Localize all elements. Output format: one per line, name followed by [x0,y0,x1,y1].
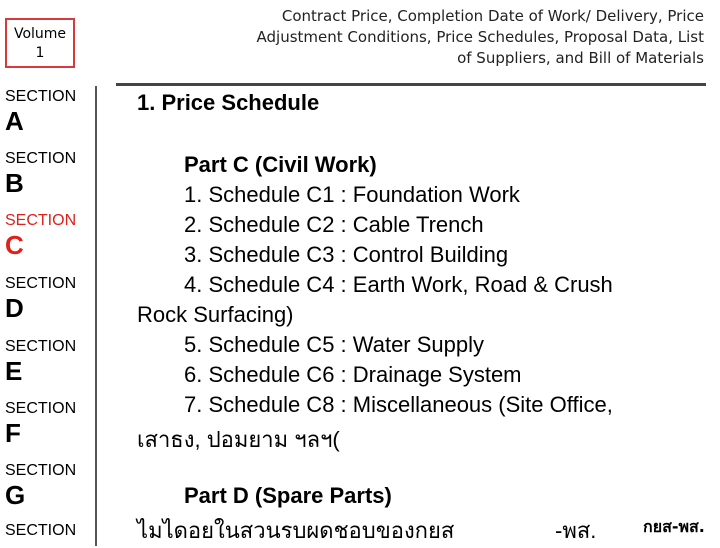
section-a[interactable] [5,88,93,136]
part-d-heading: Part D (Spare Parts) [184,483,392,508]
schedule-item: 5. Schedule C5 : Water Supply [184,332,485,357]
section-letter: G [5,480,26,510]
header-line-1: Contract Price, Completion Date of Work/ Delivery, Price [281,7,704,25]
schedule-item: 3. Schedule C3 : Control Building [184,242,509,267]
schedule-item: 6. Schedule C6 : Drainage System [184,362,522,387]
header-line-3: of Suppliers, and Bill of Materials [457,49,704,67]
section-letter: E [5,356,23,386]
part-d-note: ไมไดอยในสวนรบผดชอบของกยส [137,518,455,543]
section-letter: B [5,168,24,198]
section-g[interactable] [5,462,93,510]
section-e[interactable] [5,338,93,386]
schedule-item: 7. Schedule C8 : Miscellaneous (Site Office, [184,392,613,417]
section-label: SECTION [5,150,77,167]
document-header [184,6,704,69]
header-line-2: Adjustment Conditions, Price Schedules, Proposal Data, List [256,28,704,46]
schedule-item-continuation: เสาธง, ปอมยาม ฯลฯ( [137,427,340,452]
footer-note: กยส-พส. [643,517,705,536]
section-d[interactable] [5,275,93,323]
schedule-item-continuation: Rock Surfacing) [137,302,294,327]
section-letter: A [5,106,24,136]
volume-number: 1 [35,45,45,61]
section-label: SECTION [5,338,77,355]
volume-label: Volume [13,26,67,42]
part-d-note-suffix: -พส. [555,518,597,543]
section-label: SECTION [5,400,77,417]
schedule-item: 4. Schedule C4 : Earth Work, Road & Crush [184,272,613,297]
section-label: SECTION [5,462,77,479]
section-letter: F [5,418,21,448]
section-h[interactable] [5,522,93,540]
part-c-heading: Part C (Civil Work) [184,152,377,177]
section-f[interactable] [5,400,93,448]
section-label: SECTION [5,522,77,539]
schedule-item: 1. Schedule C1 : Foundation Work [184,182,520,207]
section-letter: D [5,293,24,323]
section-label: SECTION [5,212,77,229]
section-label: SECTION [5,275,77,292]
page-title: 1. Price Schedule [137,90,320,115]
schedule-item: 2. Schedule C2 : Cable Trench [184,212,484,237]
section-label: SECTION [5,88,77,105]
header-divider [116,83,706,86]
section-b[interactable] [5,150,93,198]
sidebar-divider [95,86,97,546]
volume-box [5,18,75,68]
section-c[interactable] [5,212,93,260]
section-letter: C [5,230,24,260]
